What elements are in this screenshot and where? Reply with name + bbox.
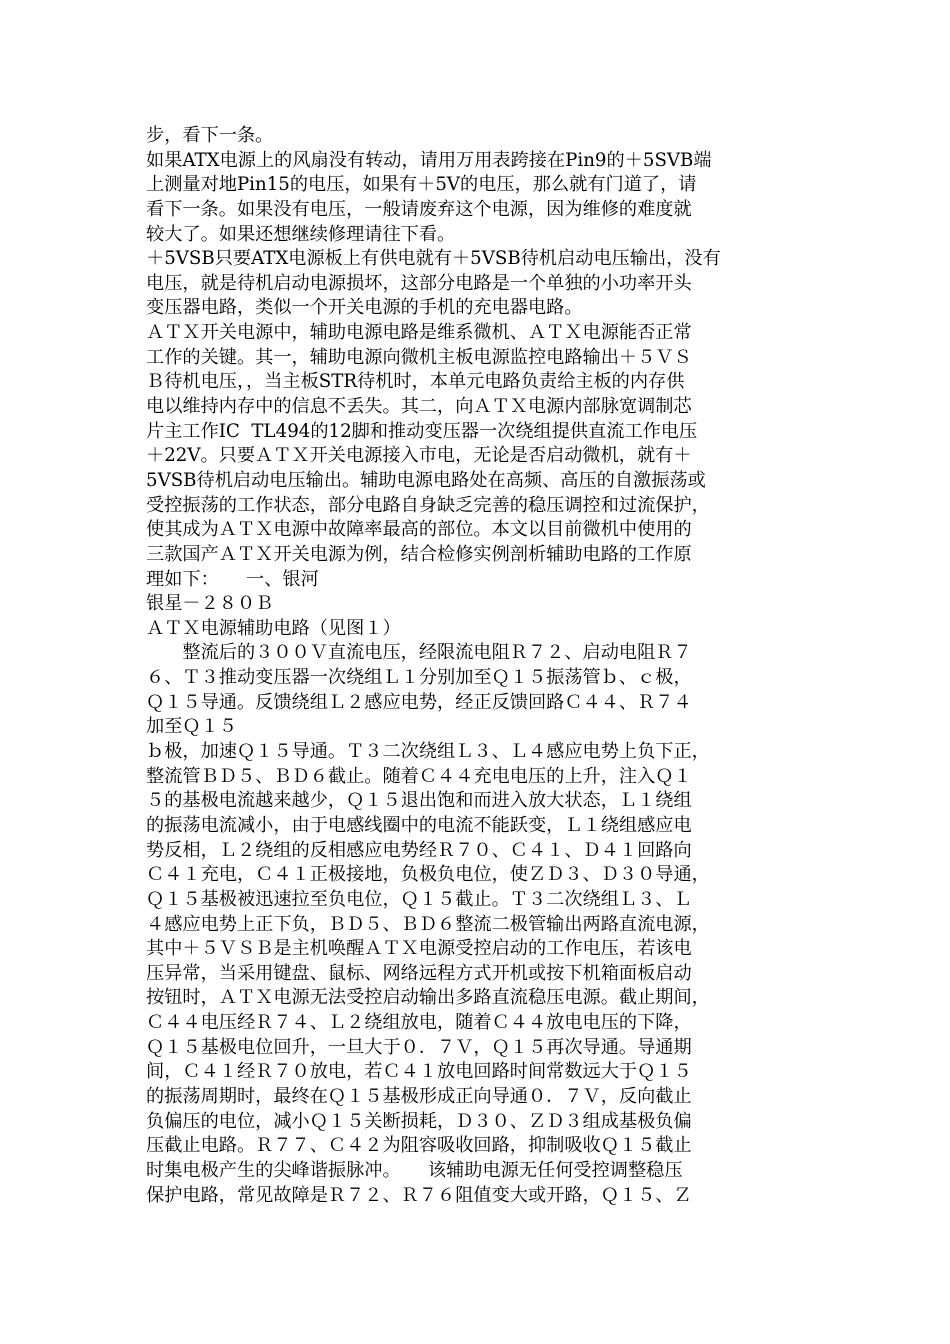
text-line: Ｂ待机电压，，当主板STR待机时，本单元电路负责给主板的内存供 xyxy=(146,371,685,393)
text-line: 势反相，Ｌ２绕组的反相感应电势经Ｒ７０、Ｃ４１、Ｄ４１回路向 xyxy=(146,839,692,861)
text-line: 使其成为ＡＴＸ电源中故障率最高的部位。本文以目前微机中使用的 xyxy=(146,519,692,541)
text-line: 间，Ｃ４１经Ｒ７０放电，若Ｃ４１放电回路时间常数远大于Ｑ１５ xyxy=(146,1061,692,1083)
text-line: 的振荡周期时，最终在Ｑ１５基极形成正向导通０．７Ｖ，反向截止 xyxy=(146,1085,692,1107)
section-heading: ＡＴＸ电源辅助电路（见图１） xyxy=(146,617,401,639)
text-line: ＡＴＸ开关电源中，辅助电源电路是维系微机、ＡＴＸ电源能否正常 xyxy=(146,322,692,344)
text-line: Ｑ１５基极被迅速拉至负电位，Ｑ１５截止。Ｔ３二次绕组Ｌ３、Ｌ xyxy=(146,888,692,910)
text-line: 压异常，当采用键盘、鼠标、网络远程方式开机或按下机箱面板启动 xyxy=(146,962,692,984)
text-line: ｂ极，加速Ｑ１５导通。Ｔ３二次绕组Ｌ３、Ｌ４感应电势上负下正， xyxy=(146,741,710,763)
text-line: 压截止电路。Ｒ７７、Ｃ４２为阻容吸收回路，抑制吸收Ｑ１５截止 xyxy=(146,1135,692,1157)
text-line: 步，看下一条。 xyxy=(146,125,274,146)
text-line: ＋22V。只要ＡＴＸ开关电源接入市电，无论是否启动微机，就有＋ xyxy=(146,445,692,467)
text-line: 保护电路，常见故障是Ｒ７２、Ｒ７６阻值变大或开路，Ｑ１５、Ｚ xyxy=(146,1184,692,1206)
text-line: 如果ATX电源上的风扇没有转动，请用万用表跨接在Pin9的＋5SVB端 xyxy=(146,149,712,171)
text-line: ＋5VSB只要ATX电源板上有供电就有＋5VSB待机启动电压输出，没有 xyxy=(146,248,721,270)
document-body xyxy=(146,124,806,1208)
text-line: 整流管ＢＤ５、ＢＤ６截止。随着Ｃ４４充电电压的上升，注入Ｑ１ xyxy=(146,765,692,787)
text-line: 看下一条。如果没有电压，一般请废弃这个电源，因为维修的难度就 xyxy=(146,198,692,220)
text-line: 按钮时，ＡＴＸ电源无法受控启动输出多路直流稳压电源。截止期间， xyxy=(146,987,710,1009)
text-line: 时集电极产生的尖峰谐振脉冲。 该辅助电源无任何受控调整稳压 xyxy=(146,1159,683,1181)
text-line: ５的基极电流越来越少，Ｑ１５退出饱和而进入放大状态，Ｌ１绕组 xyxy=(146,790,692,812)
text-line: 电压，就是待机启动电源损坏，这部分电路是一个单独的小功率开头 xyxy=(146,272,692,294)
text-line: Ｑ１５导通。反馈绕组Ｌ２感应电势，经正反馈回路Ｃ４４、Ｒ７４ xyxy=(146,691,692,713)
text-line: 电以维持内存中的信息不丢失。其二，向ＡＴＸ电源内部脉宽调制芯 xyxy=(146,396,692,418)
text-line: 受控振荡的工作状态，部分电路自身缺乏完善的稳压调控和过流保护， xyxy=(146,494,710,516)
text-line: 工作的关键。其一，辅助电源向微机主板电源监控电路输出＋５ＶＳ xyxy=(146,346,692,368)
text-line: 负偏压的电位，减小Ｑ１５关断损耗，Ｄ３０、ＺＤ３组成基极负偏 xyxy=(146,1110,692,1132)
text-line: 上测量对地Pin15的电压，如果有＋5V的电压，那么就有门道了，请 xyxy=(146,174,697,196)
text-line: 整流后的３００Ｖ直流电压，经限流电阻Ｒ７２、启动电阻Ｒ７ xyxy=(146,642,692,664)
text-line: 的振荡电流减小，由于电感线圈中的电流不能跃变，Ｌ１绕组感应电 xyxy=(146,814,692,836)
text-line: 理如下： 一、银河 xyxy=(146,568,319,590)
text-line: 5VSB待机启动电压输出。辅助电源电路处在高频、高压的自激振荡或 xyxy=(146,469,706,491)
text-line: 片主工作IC TL494的12脚和推动变压器一次绕组提供直流工作电压 xyxy=(146,420,698,442)
text-line: ４感应电势上正下负，ＢＤ５、ＢＤ６整流二极管输出两路直流电源， xyxy=(146,913,710,935)
section-heading: 银星－２８０Ｂ xyxy=(146,593,274,615)
text-line: 三款国产ＡＴＸ开关电源为例，结合检修实例剖析辅助电路的工作原 xyxy=(146,543,692,565)
text-line: 其中＋５ＶＳＢ是主机唤醒ＡＴＸ电源受控启动的工作电压，若该电 xyxy=(146,938,692,960)
text-line: 变压器电路，类似一个开关电源的手机的充电器电路。 xyxy=(146,297,583,319)
text-line: 较大了。如果还想继续修理请往下看。 xyxy=(146,223,456,245)
text-line: Ｃ４１充电，Ｃ４１正极接地，负极负电位，使ＺＤ３、Ｄ３０导通， xyxy=(146,864,710,886)
text-line: 加至Ｑ１５ xyxy=(146,716,237,738)
text-line: ６、Ｔ３推动变压器一次绕组Ｌ１分别加至Ｑ１５振荡管ｂ、ｃ极， xyxy=(146,667,692,689)
text-line: Ｑ１５基极电位回升，一旦大于０．７Ｖ，Ｑ１５再次导通。导通期 xyxy=(146,1036,692,1058)
text-line: Ｃ４４电压经Ｒ７４、Ｌ２绕组放电，随着Ｃ４４放电电压的下降， xyxy=(146,1012,692,1034)
